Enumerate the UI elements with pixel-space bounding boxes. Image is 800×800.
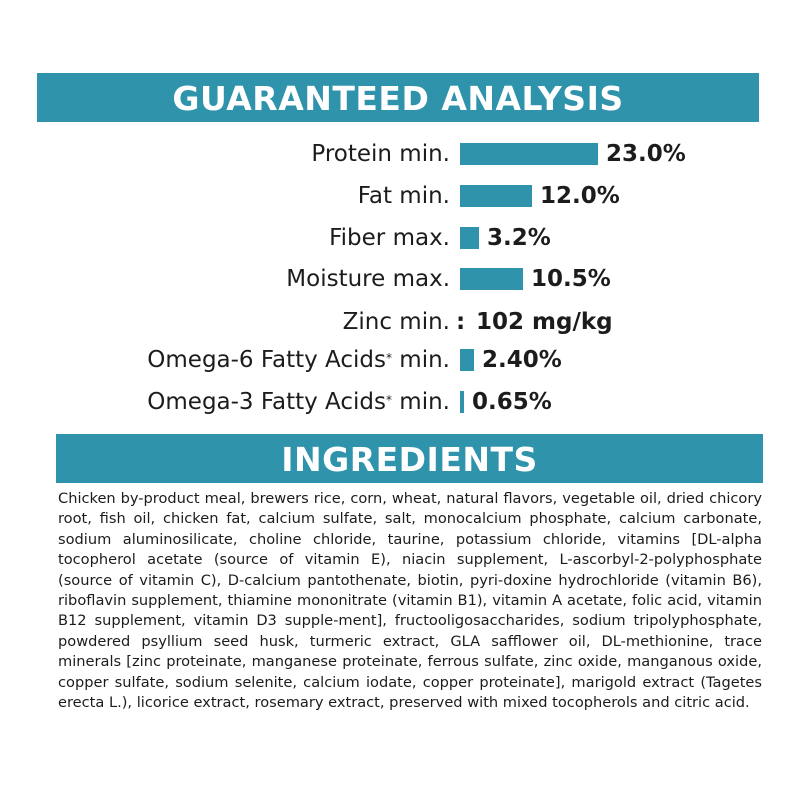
analysis-label: Fat min. — [357, 183, 450, 209]
ingredients-text: Chicken by-product meal, brewers rice, corn, wheat, natural flavors, vegetable oil, dried chicory root, fish oil, chicken fat, calcium sulfate, salt, monocalcium phosphate, calcium carbonate, sodium aluminosilicate, choline chloride, taurine, potassium chloride, vitamins [DL-alpha tocopherol acetate (source of vitamin E), niacin supplement, L-ascorbyl-2-polyphosphate (source of vitamin C), D-calcium pantothenate, biotin, pyri-doxine hydrochloride (vitamin B6), riboflavin supplement, thiamine mononitrate (vitamin B1), vitamin A acetate, folic acid, vitamin B12 supplement, vitamin D3 supple-ment], fructooligosaccharides, sodium tripolyphosphate, powdered psyllium seed husk, turmeric extract, GLA safflower oil, DL-methionine, trace minerals [zinc proteinate, manganese proteinate, ferrous sulfate, zinc oxide, manganous oxide, copper sulfate, sodium selenite, calcium iodate, copper proteinate], marigold extract (Tagetes erecta L.), licorice extract, rosemary extract, preserved with mixed tocopherols and citric acid. — [58, 490, 762, 712]
analysis-bar — [460, 185, 532, 207]
ingredients-header: INGREDIENTS — [56, 434, 763, 483]
analysis-value: 102 mg/kg — [476, 309, 613, 335]
analysis-row — [0, 264, 800, 294]
analysis-row — [0, 307, 800, 337]
analysis-value: 0.65% — [472, 389, 552, 415]
analysis-value: 23.0% — [606, 141, 686, 167]
asterisk-footnote-mark: * — [386, 351, 392, 365]
analysis-bar — [460, 391, 464, 413]
analysis-bar — [460, 349, 474, 371]
analysis-label: Zinc min. — [342, 309, 450, 335]
analysis-row — [0, 387, 800, 417]
analysis-value: 3.2% — [487, 225, 551, 251]
analysis-row — [0, 139, 800, 169]
analysis-label: Moisture max. — [286, 266, 450, 292]
guaranteed-analysis-header: GUARANTEED ANALYSIS — [37, 73, 759, 122]
analysis-label: Protein min. — [311, 141, 450, 167]
analysis-label: Omega-6 Fatty Acids* min. — [147, 347, 450, 373]
analysis-row — [0, 345, 800, 375]
analysis-row — [0, 181, 800, 211]
analysis-value: 12.0% — [540, 183, 620, 209]
analysis-value: 10.5% — [531, 266, 611, 292]
analysis-bar — [460, 227, 479, 249]
analysis-label: Fiber max. — [329, 225, 450, 251]
analysis-label: Omega-3 Fatty Acids* min. — [147, 389, 450, 415]
analysis-bar — [460, 268, 523, 290]
analysis-bar — [460, 143, 598, 165]
asterisk-footnote-mark: * — [386, 393, 392, 407]
analysis-row — [0, 223, 800, 253]
analysis-value: 2.40% — [482, 347, 562, 373]
analysis-separator: : — [456, 309, 466, 335]
